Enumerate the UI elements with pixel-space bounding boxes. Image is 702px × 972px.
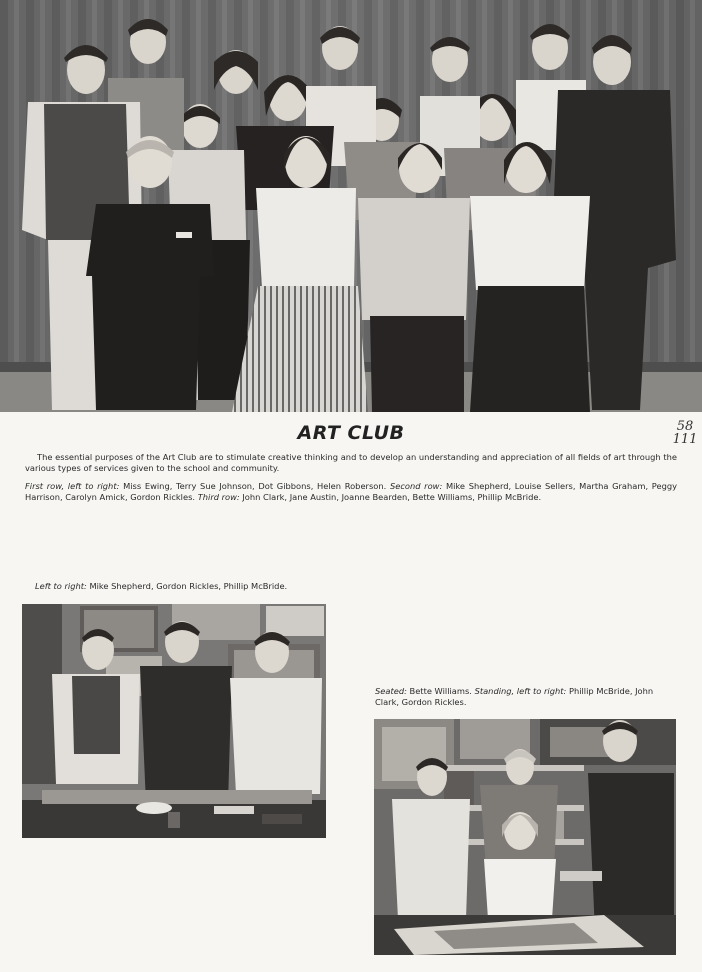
- first-row-names: Miss Ewing, Terry Sue Johnson, Dot Gibbons, Helen Roberson.: [123, 481, 387, 491]
- left-photo-caption: [35, 581, 287, 591]
- page-number-top: 58: [676, 419, 694, 434]
- third-row-label: Third row:: [197, 492, 240, 502]
- standing-label: Standing, left to right:: [474, 686, 567, 696]
- group-photo: [0, 0, 702, 412]
- left-caption-label: Left to right:: [35, 581, 87, 591]
- seated-label: Seated:: [375, 686, 407, 696]
- left-caption-names: Mike Shepherd, Gordon Rickles, Phillip McBride.: [89, 581, 288, 591]
- members-list: [25, 481, 677, 503]
- third-row-names: John Clark, Jane Austin, Joanne Bearden, Bette Williams, Phillip McBride.: [242, 492, 542, 502]
- page-number-bottom: 111: [672, 432, 698, 447]
- standing-names: Phillip McBride, John Clark, Gordon Rickles.: [375, 686, 654, 707]
- first-row-label: First row, left to right:: [25, 481, 120, 491]
- right-photo-caption: [375, 686, 675, 708]
- work-table-illustration: [22, 604, 326, 838]
- drawing-table-photo: [374, 719, 676, 955]
- drawing-table-illustration: [374, 719, 676, 955]
- group-photo-illustration: [0, 0, 702, 412]
- purpose-paragraph: The essential purposes of the Art Club are to stimulate creative thinking and to develop an understanding and appreciation of all fields of art through the various types of services given to the school and community.: [25, 452, 677, 473]
- seated-name: Bette Williams.: [409, 686, 472, 696]
- work-table-photo: [22, 604, 326, 838]
- club-title: ART CLUB: [297, 422, 405, 444]
- second-row-label: Second row:: [389, 481, 443, 491]
- page-number: [672, 420, 698, 446]
- second-row-names: Mike Shepherd, Louise Sellers, Martha Graham, Peggy Harrison, Carolyn Amick, Gordon Rickles.: [25, 481, 678, 502]
